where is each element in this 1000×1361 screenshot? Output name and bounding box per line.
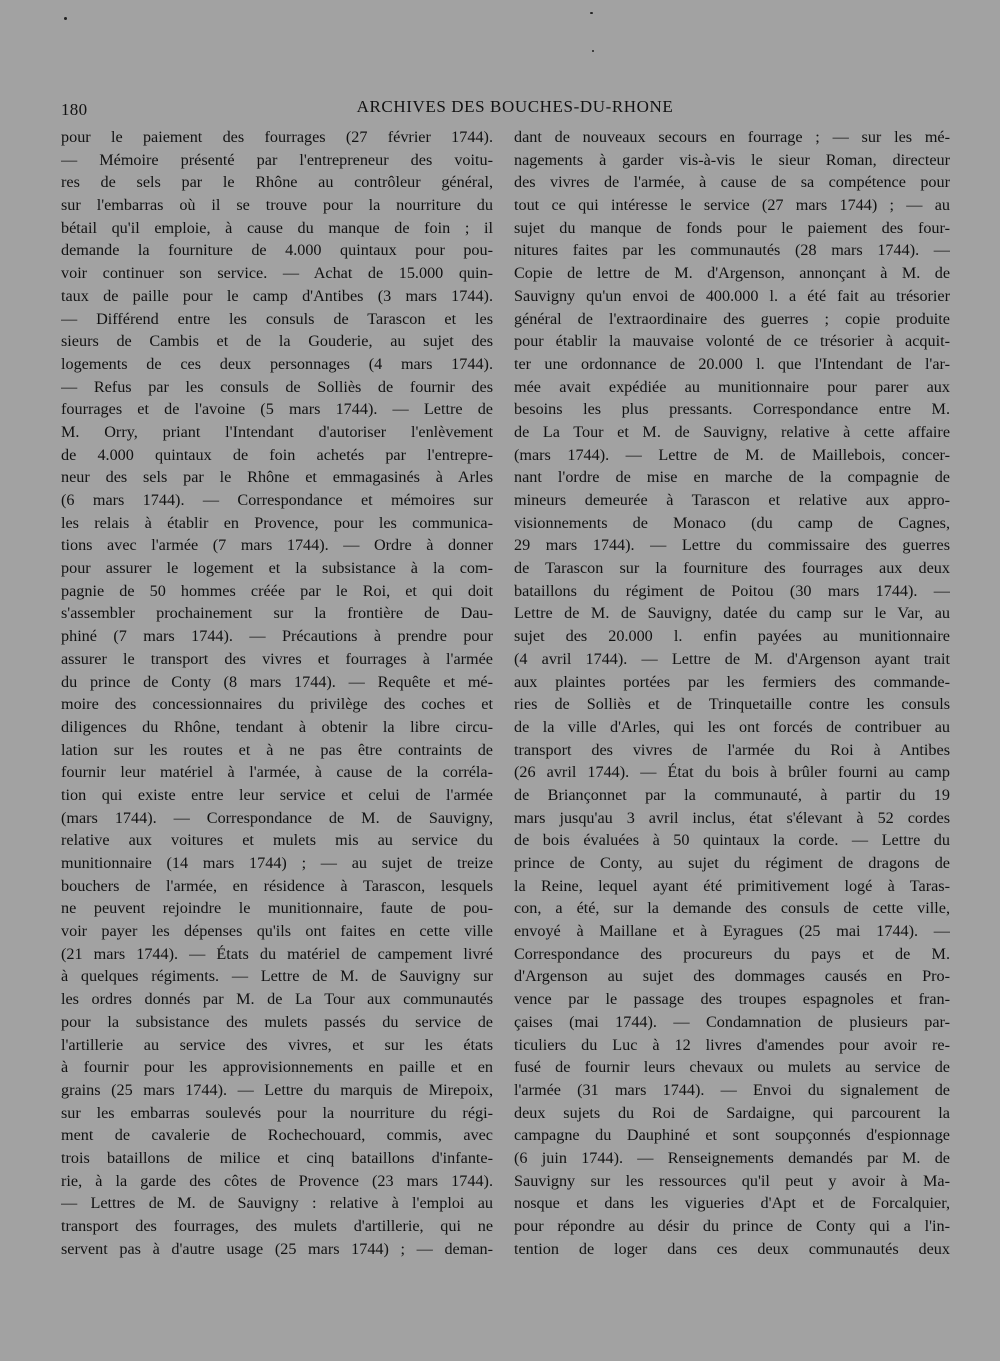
text-line: pour le paiement des fourrages (27 février 1744). — [61, 128, 493, 146]
text-line: bétail qu'il emploie, à cause du manque de foin ; il — [61, 218, 493, 237]
text-line: fournir leur matériel à l'armée, à cause de la corréla- — [61, 763, 493, 782]
text-line: 29 mars 1744). — Lettre du commissaire des guerres — [514, 536, 950, 555]
text-line: la Reine, lequel ayant été primitivement logé à Taras- — [514, 876, 950, 895]
text-line: tion qui existe entre leur service et celui de l'armée — [61, 785, 493, 804]
text-line: du prince de Conty (8 mars 1744). — Requête et mé- — [61, 672, 493, 691]
text-line: (21 mars 1744). — États du matériel de campement livré — [61, 944, 493, 963]
text-line: ne peuvent rejoindre le munitionnaire, faute de pou- — [61, 899, 493, 918]
text-line: l'artillerie au service des vivres, et sur les états — [61, 1035, 493, 1054]
text-line: des vivres de l'armée, à cause de sa compétence pour — [514, 173, 950, 192]
text-line: de Tarascon sur la fourniture des fourrages aux deux — [514, 559, 950, 578]
text-line: de la ville d'Arles, qui les ont forcés de contribuer au — [514, 717, 950, 736]
text-line: (mars 1744). — Correspondance de M. de Sauvigny, — [61, 808, 493, 827]
text-line: mée avait expédiée au munitionnaire pour parer aux — [514, 377, 950, 396]
text-line: ter une ordonnance de 20.000 l. que l'Intendant de l'ar- — [514, 354, 950, 373]
text-line: voir continuer son service. — Achat de 15.000 quin- — [61, 264, 493, 283]
text-line: assurer le transport des vivres et fourrages à l'armée — [61, 649, 493, 668]
text-line: s'assembler prochainement sur la frontière de Dau- — [61, 604, 493, 623]
text-line: — Différend entre les consuls de Tarascon et les — [61, 309, 493, 328]
running-head: ARCHIVES DES BOUCHES-DU-RHONE — [356, 97, 674, 116]
text-line: (mars 1744). — Lettre de M. de Maillebois, concer- — [514, 445, 950, 464]
text-line: besoins les plus pressants. Correspondance entre M. — [514, 400, 950, 419]
text-line: Sauvigny qu'un envoi de 400.000 l. a été fait au trésorier — [514, 286, 950, 305]
text-line: fourrages et de l'avoine (5 mars 1744). — Lettre de — [61, 400, 493, 419]
text-line: de 4.000 quintaux de foin achetés par l'entrepre- — [61, 445, 493, 464]
text-line: tions avec l'armée (7 mars 1744). — Ordre à donner — [61, 536, 493, 555]
text-line: bataillons du régiment de Poitou (30 mars 1744). — — [514, 581, 950, 600]
text-line: res de sels par le Rhône au contrôleur général, — [61, 173, 493, 192]
text-line: mars jusqu'au 3 avril inclus, état s'élevant à 52 cordes — [514, 808, 950, 827]
text-line: l'armée (31 mars 1744). — Envoi du signalement de — [514, 1080, 950, 1099]
text-line: ment de cavalerie de Rochechouard, commis, avec — [61, 1126, 493, 1145]
text-line: pour la subsistance des mulets passés du service de — [61, 1012, 493, 1031]
text-line: Correspondance des procureurs du pays et de M. — [514, 944, 950, 963]
text-line: M. Orry, priant l'Intendant d'autoriser l'enlèvement — [61, 422, 493, 441]
scan-speck — [590, 12, 593, 14]
text-line: çaises (mai 1744). — Condamnation de plusieurs par- — [514, 1012, 950, 1031]
scan-speck — [592, 50, 594, 52]
text-line: à quelques régiments. — Lettre de M. de Sauvigny sur — [61, 967, 493, 986]
text-line: deux sujets du Roi de Sardaigne, qui parcourent la — [514, 1103, 950, 1122]
text-line: nant l'ordre de mise en marche de la compagnie de — [514, 468, 950, 487]
text-line: les ordres donnés par M. de La Tour aux communautés — [61, 990, 493, 1009]
text-line: lation sur les routes et à ne pas être contraints de — [61, 740, 493, 759]
text-line: pour établir la mauvaise volonté de ce trésorier à acquit- — [514, 332, 950, 351]
text-line: aux plaintes portées par les fermiers des commande- — [514, 672, 950, 691]
text-line: tention de loger dans ces deux communautés deux — [514, 1239, 950, 1258]
text-line: sur les embarras soulevés pour la nourriture du régi- — [61, 1103, 493, 1122]
text-line: munitionnaire (14 mars 1744) ; — au sujet de treize — [61, 854, 493, 872]
text-line: d'Argenson au sujet des dommages causés en Pro- — [514, 967, 950, 986]
text-line: de Briançonnet par la communauté, à partir du 19 — [514, 785, 950, 804]
text-line: demande la fourniture de 4.000 quintaux pour pou- — [61, 241, 493, 260]
text-line: prince de Conty, au sujet du régiment de dragons de — [514, 854, 950, 872]
text-line: pagnie de 50 hommes créée par le Roi, et qui doit — [61, 581, 493, 600]
text-line: sujet des 20.000 l. enfin payées au munitionnaire — [514, 627, 950, 646]
text-line: Sauvigny sur les ressources qu'il peut y avoir à Ma- — [514, 1171, 950, 1190]
text-line: transport des vivres de l'armée du Roi à Antibes — [514, 740, 950, 759]
text-line: phiné (7 mars 1744). — Précautions à prendre pour — [61, 627, 493, 646]
text-line: à fournir pour les approvisionnements en paille et en — [61, 1058, 493, 1077]
text-line: — Refus par les consuls de Solliès de fournir des — [61, 377, 493, 396]
text-line: (4 avril 1744). — Lettre de M. d'Argenson ayant trait — [514, 649, 950, 668]
text-line: neur des sels par le Rhône et emmagasinés à Arles — [61, 468, 493, 487]
text-line: voir payer les dépenses qu'ils ont faites en cette ville — [61, 922, 493, 941]
scan-speck — [64, 17, 67, 20]
text-line: tout ce qui intéresse le service (27 mars 1744) ; — au — [514, 196, 950, 215]
text-line: sujet du manque de fonds pour le paiement des four- — [514, 218, 950, 237]
text-line: campagne du Dauphiné et sont soupçonnés d'espionnage — [514, 1126, 950, 1145]
text-line: mineurs demeurée à Tarascon et relative aux appro- — [514, 491, 950, 509]
text-line: — Lettres de M. de Sauvigny : relative à l'emploi au — [61, 1194, 493, 1213]
text-line: transport des fourrages, des mulets d'artillerie, qui ne — [61, 1217, 493, 1235]
text-line: fusé de fournir leurs chevaux ou mulets au service de — [514, 1058, 950, 1077]
text-line: nosque et dans les vigueries d'Apt et de Forcalquier, — [514, 1194, 950, 1213]
text-line: (6 juin 1744). — Renseignements demandés par M. de — [514, 1148, 950, 1167]
text-line: ries de Solliès et de Trinquetaille contre les consuls — [514, 695, 950, 714]
page-number: 180 — [61, 100, 88, 119]
text-line: Copie de lettre de M. d'Argenson, annonçant à M. de — [514, 264, 950, 283]
text-line: général de l'extraordinaire des guerres ; copie produite — [514, 309, 950, 328]
text-line: sur l'embarras où il se trouve pour la nourriture du — [61, 196, 493, 215]
left-text-column — [61, 126, 493, 1260]
text-line: bouchers de l'armée, en résidence à Tarascon, lesquels — [61, 876, 493, 895]
text-line: rie, à la garde des côtes de Provence (23 mars 1744). — [61, 1171, 493, 1190]
text-line: grains (25 mars 1744). — Lettre du marquis de Mirepoix, — [61, 1080, 493, 1099]
text-line: nitures faites par les communautés (28 mars 1744). — — [514, 241, 950, 260]
text-line: con, a été, sur la demande des consuls de cette ville, — [514, 899, 950, 918]
text-line: envoyé à Maillane et à Eyragues (25 mai 1744). — — [514, 922, 950, 941]
text-line: dant de nouveaux secours en fourrage ; — sur les mé- — [514, 128, 950, 146]
text-line: logements de ces deux personnages (4 mars 1744). — [61, 354, 493, 373]
text-line: nagements à garder vis-à-vis le sieur Roman, directeur — [514, 150, 950, 169]
text-line: visionnements de Monaco (du camp de Cagnes, — [514, 513, 950, 532]
text-line: moire des concessionnaires du privilège des coches et — [61, 695, 493, 714]
text-line: vence par le passage des troupes espagnoles et fran- — [514, 990, 950, 1009]
text-line: trois bataillons de milice et cinq bataillons d'infante- — [61, 1148, 493, 1167]
text-line: (26 avril 1744). — État du bois à brûler fourni au camp — [514, 763, 950, 782]
text-line: sieurs de Cambis et de la Gouderie, au sujet des — [61, 332, 493, 351]
text-line: (6 mars 1744). — Correspondance et mémoires sur — [61, 491, 493, 509]
text-line: pour assurer le logement et la subsistance à la com- — [61, 559, 493, 578]
text-line: relative aux voitures et mulets mis au service du — [61, 831, 493, 850]
text-line: diligences du Rhône, tendant à obtenir la libre circu- — [61, 717, 493, 736]
text-line: pour répondre au désir du prince de Conty qui a l'in- — [514, 1217, 950, 1235]
text-line: de bois évaluées à 50 quintaux la corde. — Lettre du — [514, 831, 950, 850]
text-line: ticuliers du Luc à 12 livres d'amendes pour avoir re- — [514, 1035, 950, 1054]
text-line: taux de paille pour le camp d'Antibes (3 mars 1744). — [61, 286, 493, 305]
text-line: les relais à établir en Provence, pour les communica- — [61, 513, 493, 532]
text-line: de La Tour et M. de Sauvigny, relative à cette affaire — [514, 422, 950, 441]
text-line: servent pas à d'autre usage (25 mars 1744) ; — deman- — [61, 1239, 493, 1258]
text-line: — Mémoire présenté par l'entrepreneur des voitu- — [61, 150, 493, 169]
right-text-column — [514, 126, 950, 1260]
text-line: Lettre de M. de Sauvigny, datée du camp sur le Var, au — [514, 604, 950, 623]
